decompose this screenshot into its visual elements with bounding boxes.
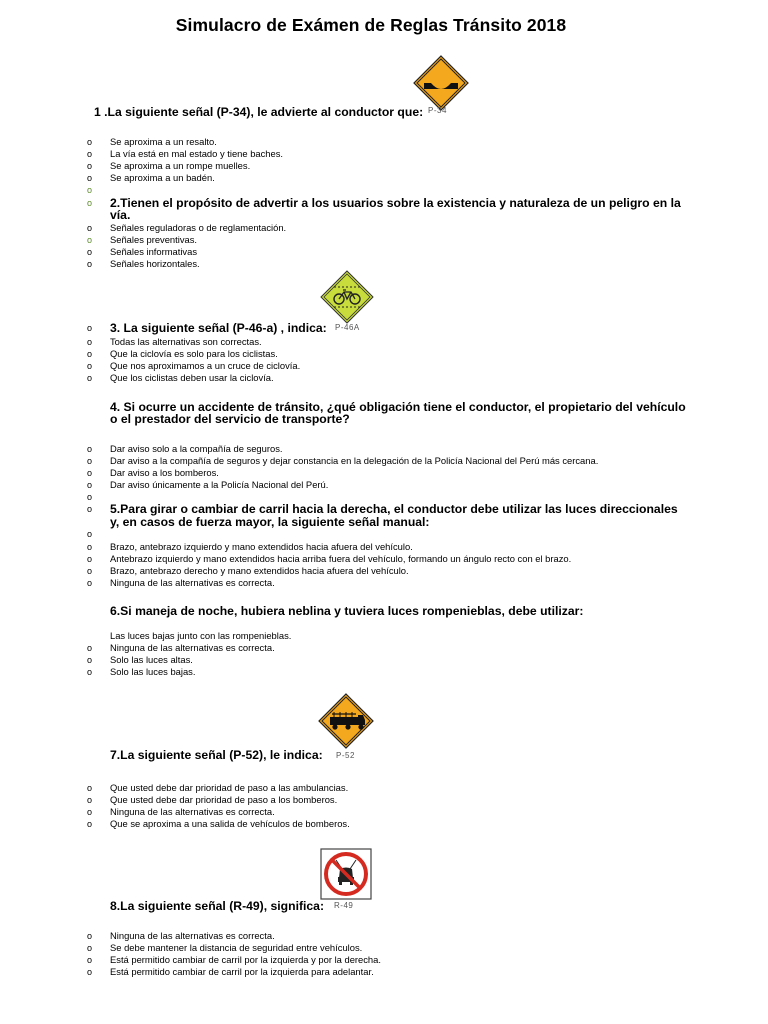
bullet: o — [87, 578, 93, 588]
q1-option-3: Se aproxima a un rompe muelles. — [110, 160, 251, 171]
p46a-bicycle-sign-icon — [320, 270, 374, 324]
bullet: o — [87, 361, 93, 371]
q8-option-4: Está permitido cambiar de carril por la izquierda para adelantar. — [110, 966, 374, 977]
bullet: o — [87, 480, 93, 490]
question-7: 7.La siguiente señal (P-52), le indica: — [110, 748, 323, 762]
p46a-sign-caption: P-46A — [335, 323, 360, 332]
q4-option-2: Dar aviso a la compañía de seguros y dejar constancia en la delegación de la Policía Nacional del Perú más cercana. — [110, 455, 599, 466]
q8-option-1: Ninguna de las alternativas es correcta. — [110, 930, 275, 941]
bullet: o — [87, 931, 93, 941]
q1-option-1: Se aproxima a un resalto. — [110, 136, 217, 147]
bullet: o — [87, 468, 93, 478]
bullet: o — [87, 807, 93, 817]
q4-option-3: Dar aviso a los bomberos. — [110, 467, 219, 478]
question-6: 6.Si maneja de noche, hubiera neblina y tuviera luces rompenieblas, debe utilizar: — [110, 604, 584, 618]
bullet: o — [87, 492, 93, 502]
question-2-line-1: 2.Tienen el propósito de advertir a los usuarios sobre la existencia y naturaleza de un peligro en la — [110, 196, 681, 210]
q5-option-1: Brazo, antebrazo izquierdo y mano extendidos hacia afuera del vehículo. — [110, 541, 413, 552]
r49-no-overtaking-sign-icon — [320, 848, 372, 900]
bullet: o — [87, 456, 93, 466]
q5-option-3: Brazo, antebrazo derecho y mano extendidos hacia afuera del vehículo. — [110, 565, 409, 576]
q1-option-4: Se aproxima a un badén. — [110, 172, 215, 183]
q6-option-4: Solo las luces bajas. — [110, 666, 196, 677]
bullet: o — [87, 323, 93, 333]
p34-sign-caption: P-34 — [428, 106, 447, 115]
bullet: o — [87, 542, 93, 552]
q1-option-2: La vía está en mal estado y tiene baches. — [110, 148, 284, 159]
p34-sign-icon — [413, 55, 469, 111]
q2-option-3: Señales informativas — [110, 246, 198, 257]
q4-option-1: Dar aviso solo a la compañía de seguros. — [110, 443, 283, 454]
bullet: o — [87, 783, 93, 793]
bullet: o — [87, 967, 93, 977]
bullet: o — [87, 943, 93, 953]
bullet: o — [87, 161, 93, 171]
question-5-line-2: y, en casos de fuerza mayor, la siguiente señal manual: — [110, 515, 430, 529]
bullet: o — [87, 566, 93, 576]
q3-option-2: Que la ciclovía es solo para los ciclistas. — [110, 348, 278, 359]
bullet: o — [87, 337, 93, 347]
r49-sign-caption: R-49 — [334, 901, 354, 910]
q2-option-1: Señales reguladoras o de reglamentación. — [110, 222, 287, 233]
q2-option-2: Señales preventivas. — [110, 234, 198, 245]
bullet: o — [87, 259, 93, 269]
bullet: o — [87, 185, 93, 195]
q6-option-2: Ninguna de las alternativas es correcta. — [110, 642, 275, 653]
bullet: o — [87, 235, 93, 245]
bullet: o — [87, 173, 93, 183]
q2-option-4: Señales horizontales. — [110, 258, 200, 269]
q7-option-2: Que usted debe dar prioridad de paso a los bomberos. — [110, 794, 338, 805]
q6-option-1: Las luces bajas junto con las rompenieblas. — [110, 630, 292, 641]
bullet: o — [87, 819, 93, 829]
bullet: o — [87, 529, 93, 539]
bullet: o — [87, 149, 93, 159]
question-8: 8.La siguiente señal (R-49), significa: — [110, 899, 325, 913]
bullet: o — [87, 198, 93, 208]
question-1: 1 .La siguiente señal (P-34), le advierte al conductor que: — [94, 105, 424, 119]
question-5-line-1: 5.Para girar o cambiar de carril hacia la derecha, el conductor debe utilizar las luces direccionales — [110, 502, 678, 516]
bullet: o — [87, 349, 93, 359]
question-4-line-2: o el prestador del servicio de transporte? — [110, 412, 350, 426]
question-3: 3. La siguiente señal (P-46-a) , indica: — [110, 321, 327, 335]
q4-option-4: Dar aviso únicamente a la Policía Nacional del Perú. — [110, 479, 329, 490]
q7-option-4: Que se aproxima a una salida de vehículos de bomberos. — [110, 818, 350, 829]
q5-option-4: Ninguna de las alternativas es correcta. — [110, 577, 275, 588]
q6-option-3: Solo las luces altas. — [110, 654, 193, 665]
q8-option-3: Está permitido cambiar de carril por la izquierda y por la derecha. — [110, 954, 381, 965]
q3-option-3: Que nos aproximamos a un cruce de ciclovía. — [110, 360, 301, 371]
q7-option-3: Ninguna de las alternativas es correcta. — [110, 806, 275, 817]
bullet: o — [87, 247, 93, 257]
bullet: o — [87, 643, 93, 653]
bullet: o — [87, 137, 93, 147]
q5-option-2: Antebrazo izquierdo y mano extendidos hacia arriba fuera del vehículo, formando un ángulo recto con el brazo. — [110, 553, 572, 564]
bullet: o — [87, 444, 93, 454]
bullet: o — [87, 504, 93, 514]
q8-option-2: Se debe mantener la distancia de seguridad entre vehículos. — [110, 942, 363, 953]
bullet: o — [87, 795, 93, 805]
bullet: o — [87, 554, 93, 564]
q3-option-4: Que los ciclistas deben usar la ciclovía. — [110, 372, 274, 383]
page-title: Simulacro de Exámen de Reglas Tránsito 2018 — [175, 15, 567, 35]
bullet: o — [87, 667, 93, 677]
q3-option-1: Todas las alternativas son correctas. — [110, 336, 262, 347]
p52-fire-truck-sign-icon — [318, 693, 374, 749]
question-4-line-1: 4. Si ocurre un accidente de tránsito, ¿qué obligación tiene el conductor, el propietario del vehículo — [110, 400, 686, 414]
q7-option-1: Que usted debe dar prioridad de paso a las ambulancias. — [110, 782, 349, 793]
bullet: o — [87, 955, 93, 965]
bullet: o — [87, 223, 93, 233]
question-2-line-2: vía. — [110, 208, 131, 222]
bullet: o — [87, 655, 93, 665]
p52-sign-caption: P-52 — [336, 751, 355, 760]
bullet: o — [87, 373, 93, 383]
